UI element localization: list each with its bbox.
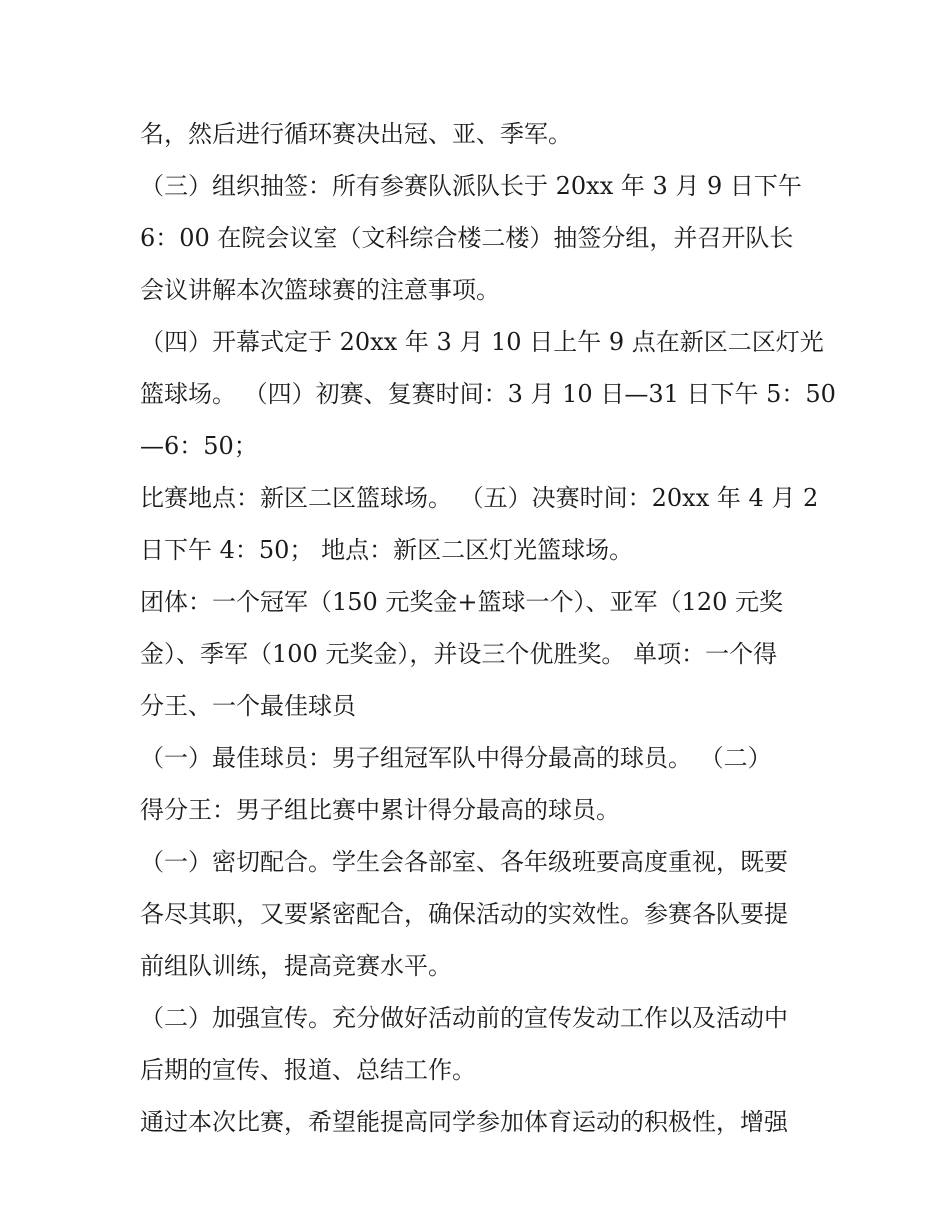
text-line: 会议讲解本次篮球赛的注意事项。 xyxy=(140,276,500,304)
text-line: 比赛地点：新区二区篮球场。 （五）决赛时间：20xx 年 4 月 2 xyxy=(140,484,819,512)
document-body xyxy=(140,108,836,1148)
text-line: （三）组织抽签：所有参赛队派队长于 20xx 年 3 月 9 日下午 xyxy=(140,172,802,200)
text-line: 通过本次比赛，希望能提高同学参加体育运动的积极性，增强 xyxy=(140,1108,788,1136)
text-line: （二）加强宣传。充分做好活动前的宣传发动工作以及活动中 xyxy=(140,1004,788,1032)
text-line: （一）最佳球员：男子组冠军队中得分最高的球员。 （二） xyxy=(140,744,772,772)
text-line: 分王、一个最佳球员 xyxy=(140,692,356,720)
text-line: 团体：一个冠军（150 元奖金+篮球一个）、亚军（120 元奖 xyxy=(140,588,783,616)
text-line: 名，然后进行循环赛决出冠、亚、季军。 xyxy=(140,120,572,148)
text-line: 6：00 在院会议室（文科综合楼二楼）抽签分组，并召开队长 xyxy=(140,224,794,252)
text-line: （四）开幕式定于 20xx 年 3 月 10 日上午 9 点在新区二区灯光 xyxy=(140,328,824,356)
text-line: 前组队训练，提高竞赛水平。 xyxy=(140,952,452,980)
text-line: 篮球场。 （四）初赛、复赛时间：3 月 10 日—31 日下午 5：50 xyxy=(140,380,836,408)
text-line: —6：50； xyxy=(140,432,258,460)
text-line: （一）密切配合。学生会各部室、各年级班要高度重视，既要 xyxy=(140,848,788,876)
text-line: 金）、季军（100 元奖金），并设三个优胜奖。 单项：一个得 xyxy=(140,640,778,668)
text-line: 各尽其职，又要紧密配合，确保活动的实效性。参赛各队要提 xyxy=(140,900,788,928)
text-line: 得分王：男子组比赛中累计得分最高的球员。 xyxy=(140,796,620,824)
text-line: 日下午 4：50； 地点：新区二区灯光篮球场。 xyxy=(140,536,634,564)
text-line: 后期的宣传、报道、总结工作。 xyxy=(140,1056,476,1084)
